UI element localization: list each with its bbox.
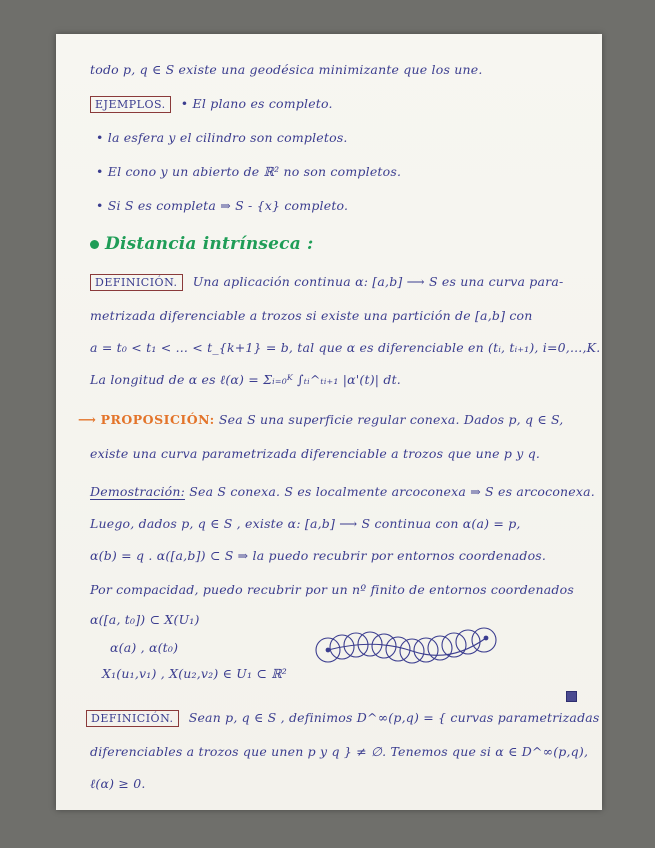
- proposition-text: Sea S una superficie regular conexa. Dados p, q ∈ S,: [218, 412, 564, 427]
- proof-label: Demostración:: [90, 484, 186, 499]
- definition-text: Sean p, q ∈ S , definimos D^∞(p,q) = { curvas parametrizadas: [188, 710, 600, 725]
- text-line: todo p, q ∈ S existe una geodésica minimizante que los une.: [90, 62, 483, 77]
- endpoint-dot: [326, 648, 331, 653]
- definition-label-box: DEFINICIÓN.: [90, 274, 183, 291]
- proof-row: [90, 484, 595, 499]
- proof-text: Por compacidad, puedo recubrir por un nº finito de entornos coordenados: [90, 582, 574, 597]
- examples-label-box: EJEMPLOS.: [90, 96, 171, 113]
- proposition-text: existe una curva parametrizada diferenciable a trozos que une p y q.: [90, 446, 541, 461]
- definition-label-box: DEFINICIÓN.: [86, 710, 179, 727]
- definition-text: La longitud de α es ℓ(α) = Σᵢ₌₀ᴷ ∫ₜᵢ^ₜᵢ₊₁ |α'(t)| dt.: [90, 372, 401, 387]
- definition-text: a = t₀ < t₁ < ... < t_{k+1} = b, tal que α es diferenciable en (tᵢ, tᵢ₊₁), i=0,...,K.: [90, 340, 601, 355]
- example-item: • El cono y un abierto de ℝ² no son completos.: [96, 164, 402, 179]
- cover-circle: [428, 636, 452, 660]
- proof-text: α(b) = q . α([a,b]) ⊂ S ⇒ la puedo recubrir por entornos coordenados.: [90, 548, 547, 563]
- definition-row: [90, 274, 563, 289]
- page-marker-icon: [566, 691, 577, 702]
- definition-text: Una aplicación continua α: [a,b] ⟶ S es una curva para-: [192, 274, 564, 289]
- endpoint-dot: [484, 636, 489, 641]
- definition-text: ℓ(α) ≥ 0.: [90, 776, 146, 791]
- proof-text: α([a, t₀]) ⊂ X(U₁): [90, 612, 200, 627]
- cover-circle: [456, 630, 480, 654]
- definition-text: diferenciables a trozos que unen p y q } ≠ ∅. Tenemos que si α ∈ D^∞(p,q),: [90, 744, 589, 759]
- notebook-page: [56, 34, 602, 810]
- green-bullet-icon: [90, 240, 99, 249]
- definition-text: metrizada diferenciable a trozos si existe una partición de [a,b] con: [90, 308, 533, 323]
- arrow-icon: ⟶: [78, 412, 97, 427]
- example-item: • El plano es completo.: [180, 96, 333, 111]
- proposition-label: PROPOSICIÓN:: [100, 412, 215, 427]
- section-heading-text: Distancia intrínseca :: [105, 234, 314, 254]
- proof-text: Luego, dados p, q ∈ S , existe α: [a,b] ⟶ S continua con α(a) = p,: [90, 516, 521, 531]
- proposition-row: [78, 412, 563, 427]
- section-heading: [90, 234, 314, 254]
- example-item: • Si S es completa ⇒ S - {x} completo.: [96, 198, 349, 213]
- proof-text: X₁(u₁,v₁) , X(u₂,v₂) ∈ U₁ ⊂ ℝ²: [102, 666, 288, 681]
- covering-circles-diagram: [314, 620, 504, 670]
- proof-text: α(a) , α(t₀): [110, 640, 179, 655]
- example-item: • la esfera y el cilindro son completos.: [96, 130, 348, 145]
- examples-row: [90, 96, 333, 111]
- proof-text: Sea S conexa. S es localmente arcoconexa ⇒ S es arcoconexa.: [189, 484, 595, 499]
- definition-row: [86, 710, 600, 725]
